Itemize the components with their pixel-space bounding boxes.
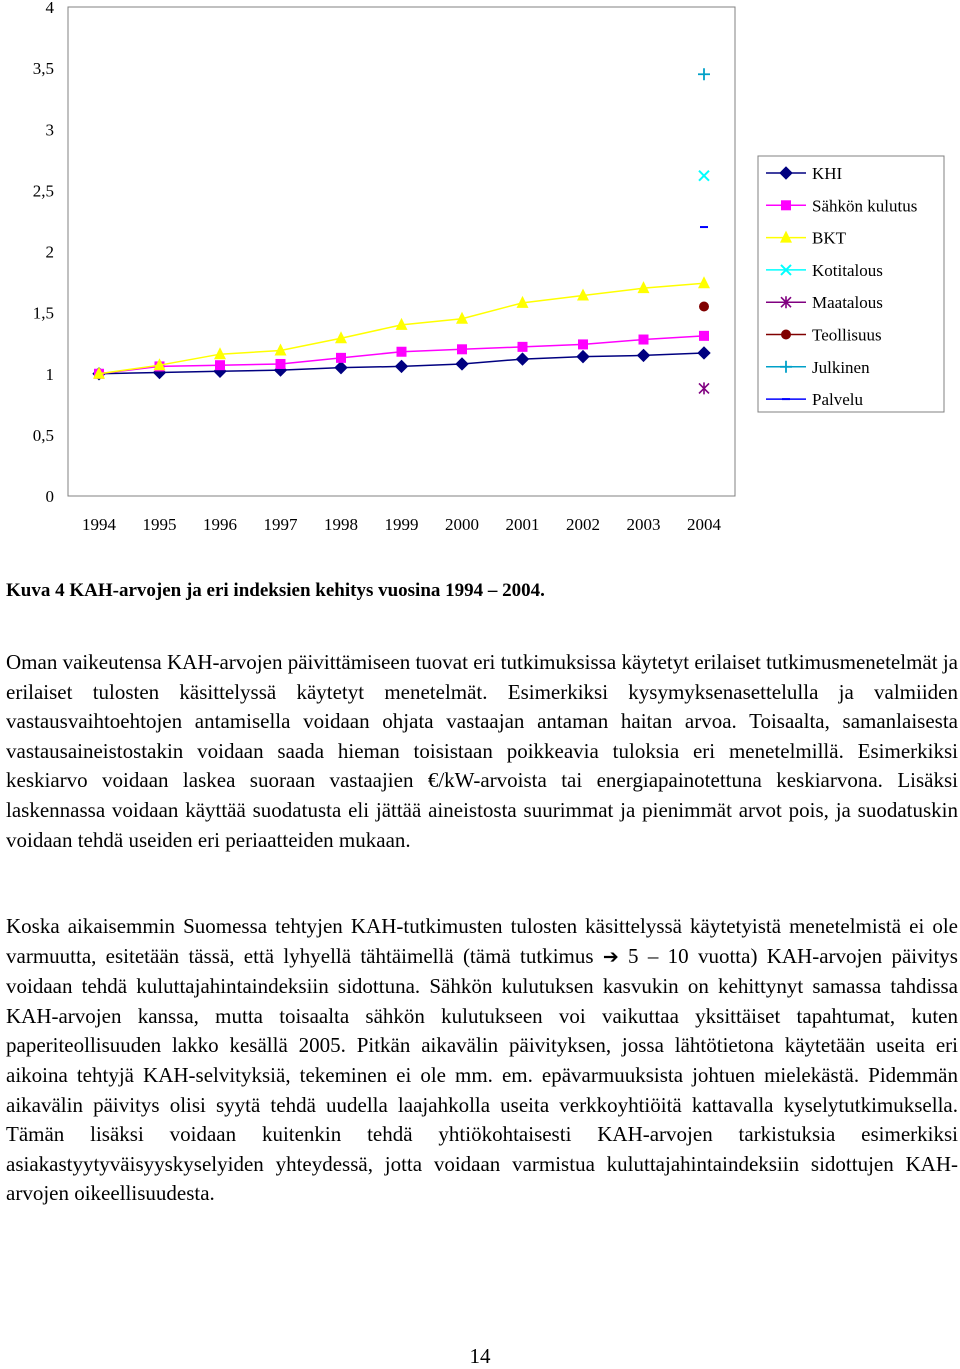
y-tick-label: 3,5 — [32, 59, 54, 79]
y-tick-label: 2 — [45, 242, 54, 262]
y-tick-label: 1 — [45, 364, 54, 384]
legend-label: Teollisuus — [812, 325, 882, 345]
y-tick-label: 0,5 — [32, 425, 54, 445]
x-axis — [82, 515, 722, 534]
data-point-s-hk-n-kulutus — [336, 353, 346, 363]
data-point-s-hk-n-kulutus — [457, 344, 467, 354]
legend-label: Maatalous — [812, 293, 883, 313]
y-axis — [33, 0, 55, 506]
data-point-s-hk-n-kulutus — [518, 342, 528, 352]
legend-label: KHI — [812, 164, 843, 183]
x-tick-label: 2000 — [445, 515, 479, 534]
data-point-s-hk-n-kulutus — [397, 347, 407, 357]
y-tick-label: 1,5 — [32, 303, 54, 323]
data-point-s-hk-n-kulutus — [639, 335, 649, 345]
paragraph-2-part-1: Koska aikaisemmin Suomessa tehtyjen KAH-tutkimusten tulosten käsittelyssä käytetyistä menetelmistä ei ole varmuutta, esitetään tässä, että lyhyellä tähtäimellä (tämä tutkimus — [6, 914, 958, 968]
x-tick-label: 2004 — [687, 515, 721, 534]
plot-area — [68, 7, 735, 496]
y-tick-label: 0 — [45, 487, 54, 506]
x-tick-label: 1995 — [142, 515, 177, 534]
legend-label: Kotitalous — [812, 260, 883, 280]
x-tick-label: 2001 — [505, 515, 540, 534]
legend-label: Palvelu — [812, 390, 863, 410]
legend-label: Julkinen — [812, 357, 870, 377]
paragraph-2-part-2: 5 – 10 vuotta) KAH-arvojen päivitys voidaan tehdä kuluttajahintaindeksiin sidottuna. Sähkön kulutuksen kasvukin on kehittynyt samassa tahdissa KAH-arvojen kanssa, mutta toisaalta sähkön kulutukseen voi vaikuttaa yksittäiset tapahtumat, kuten paperiteollisuuden lakko kesällä 2005. Pitkän aikavälin päivityksen, jossa lähtötietona käytetään useita eri aikoina tehtyjä KAH-selvityksiä, tekeminen ei ole mm. em. epävarmuuksista johtuen mielekästä. Pidemmän aikavälin päivitys olisi syytä tehdä uudella laajahkolla useita verkkoyhtiöitä kattavalla kyselytutkimuksella. Tämän lisäksi voidaan kuitenkin tehdä yhtiökohtaisesti KAH-arvojen tarkistuksia esimerkiksi asiakastyytyväisyyskyselyiden yhteydessä, jotta voidaan varmistua kuluttajahintaindeksiin sidottujen KAH-arvojen oikeellisuudesta. — [6, 943, 958, 1206]
legend-label: BKT — [812, 228, 846, 248]
legend-marker — [781, 200, 791, 210]
y-tick-label: 3 — [45, 120, 54, 140]
chart-legend — [758, 156, 944, 412]
x-tick-label: 1996 — [203, 515, 237, 534]
series-teollisuus — [699, 302, 709, 312]
data-point-s-hk-n-kulutus — [276, 359, 286, 369]
figure-caption: Kuva 4 KAH-arvojen ja eri indeksien kehitys vuosina 1994 – 2004. — [6, 580, 545, 601]
x-tick-label: 1997 — [263, 515, 298, 534]
data-point-s-hk-n-kulutus — [699, 331, 709, 341]
x-tick-label: 1999 — [384, 515, 419, 534]
y-tick-label: 4 — [45, 0, 54, 17]
data-point-teollisuus — [699, 302, 709, 312]
x-tick-label: 1994 — [82, 515, 116, 534]
x-tick-label: 2003 — [626, 515, 661, 534]
index-development-chart — [0, 0, 960, 545]
legend-label: Sähkön kulutus — [812, 196, 918, 216]
arrow-right-icon: ➔ — [602, 945, 619, 968]
paragraph-2 — [6, 912, 958, 1209]
x-tick-label: 1998 — [324, 515, 358, 534]
y-tick-label: 2,5 — [32, 181, 54, 201]
x-tick-label: 2002 — [566, 515, 600, 534]
legend-marker — [781, 330, 791, 340]
data-point-s-hk-n-kulutus — [215, 360, 225, 370]
page-number: 14 — [469, 1344, 491, 1368]
data-point-s-hk-n-kulutus — [578, 339, 588, 349]
paragraph-1: Oman vaikeutensa KAH-arvojen päivittämiseen tuovat eri tutkimuksissa käytetyt erilaiset tutkimusmenetelmät ja erilaiset tulosten käsittelyssä käytetyt menetelmät. Esimerkiksi kysymyksenasettelulla ja valmiiden vastausvaihtoehtojen antamisella voidaan ohjata vastaajan antaman haitan arvoa. Toisaalta, samanlaisesta vastausaineistostakin voidaan saada hieman toisistaan poikkeavia tuloksia eri menetelmillä. Esimerkiksi keskiarvo voidaan laskea suoraan vastaajien €/kW-arvoista tai energiapainotettuna keskiarvona. Lisäksi laskennassa voidaan käyttää suodatusta eli jättää aineistosta suurimmat ja pienimmät arvot pois, ja suodatuskin voidaan tehdä useiden eri periaatteiden mukaan. — [6, 650, 958, 852]
